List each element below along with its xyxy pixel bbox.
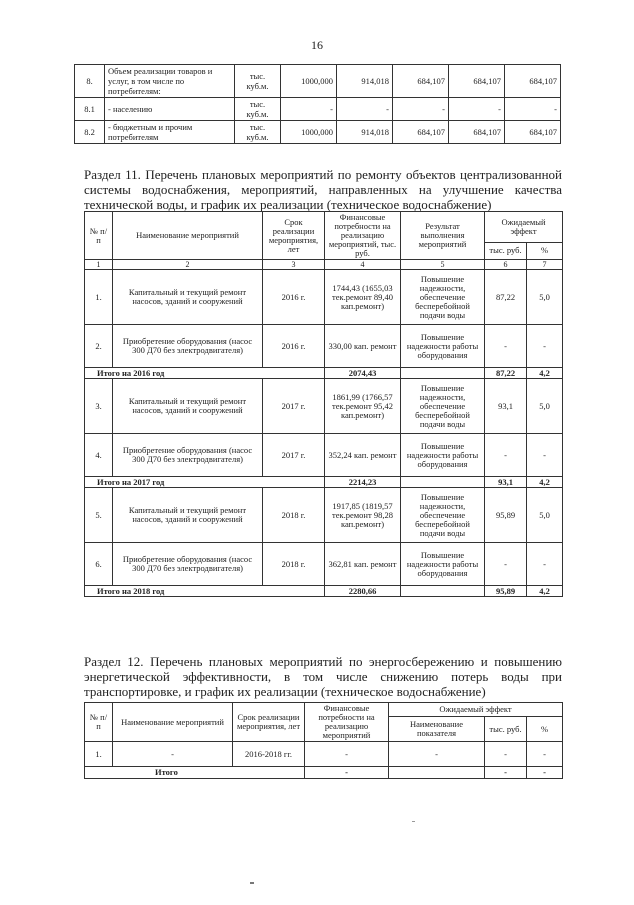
measure-name: Капитальный и текущий ремонт насосов, зданий и сооружений [113, 379, 263, 434]
effect-pct: - [527, 325, 563, 368]
measure-result: Повышение надежности работы оборудования [401, 543, 485, 586]
effect-rub: - [485, 325, 527, 368]
repair-plan-body [85, 270, 563, 597]
effect-pct: - [527, 543, 563, 586]
measure-finance: 330,00 кап. ремонт [325, 325, 401, 368]
row-number: 8.2 [75, 121, 105, 144]
empty-cell [401, 368, 485, 379]
measure-result: Повышение надежности, обеспечение бесперебойной подачи воды [401, 488, 485, 543]
unit-cell: тыс. куб.м. [235, 65, 281, 98]
energy-plan-body [85, 742, 563, 779]
total-effect-pct: - [527, 767, 563, 779]
value-cell: 1000,000 [281, 65, 337, 98]
measure-result: Повышение надежности работы оборудования [401, 434, 485, 477]
column-number: 6 [485, 260, 527, 270]
total-row [85, 368, 563, 379]
measure-name: Приобретение оборудования (насос 300 Д70 без электродвигателя) [113, 325, 263, 368]
volume-table-body [75, 65, 561, 144]
indicator-name: - населению [105, 98, 235, 121]
total-label: Итого [85, 767, 305, 779]
measure-result: Повышение надежности, обеспечение бесперебойной подачи воды [401, 270, 485, 325]
total-row [85, 767, 563, 779]
measure-name: Приобретение оборудования (насос 300 Д70 без электродвигателя) [113, 543, 263, 586]
row-number: 1. [85, 742, 113, 767]
empty-cell [401, 586, 485, 597]
column-number: 4 [325, 260, 401, 270]
measure-finance: 362,81 кап. ремонт [325, 543, 401, 586]
row-number: 4. [85, 434, 113, 477]
table-row [85, 270, 563, 325]
table-row [85, 742, 563, 767]
indicator-name: Объем реализации товаров и услуг, в том числе по потребителям: [105, 65, 235, 98]
empty-cell [401, 477, 485, 488]
row-number: 8. [75, 65, 105, 98]
measure-result: Повышение надежности работы оборудования [401, 325, 485, 368]
measure-term: 2016 г. [263, 270, 325, 325]
row-number: 3. [85, 379, 113, 434]
scan-speck [250, 882, 254, 884]
column-number: 1 [85, 260, 113, 270]
table-row [85, 488, 563, 543]
column-numbers-row [85, 260, 563, 270]
total-effect-pct: 4,2 [527, 368, 563, 379]
measure-finance: 1917,85 (1819,57 тек.ремонт 98,28 кап.ремонт) [325, 488, 401, 543]
total-effect-pct: 4,2 [527, 586, 563, 597]
scan-speck [412, 821, 415, 822]
total-row [85, 586, 563, 597]
indicator-name: - [389, 742, 485, 767]
col-effect-header: Ожидаемый эффект [485, 212, 563, 243]
total-effect-rub: 87,22 [485, 368, 527, 379]
row-number: 1. [85, 270, 113, 325]
column-number: 3 [263, 260, 325, 270]
total-label: Итого на 2017 год [85, 477, 325, 488]
row-number: 2. [85, 325, 113, 368]
col-indicator-header: Наименование показателя [389, 717, 485, 742]
effect-rub: - [485, 434, 527, 477]
total-finance: 2280,66 [325, 586, 401, 597]
table-row [85, 325, 563, 368]
column-number: 5 [401, 260, 485, 270]
table-row [85, 543, 563, 586]
value-cell: 914,018 [337, 65, 393, 98]
row-number: 6. [85, 543, 113, 586]
value-cell: 684,107 [449, 65, 505, 98]
col-rub-header: тыс. руб. [485, 717, 527, 742]
col-term-header: Срок реализации мероприятия, лет [233, 703, 305, 742]
column-number: 7 [527, 260, 563, 270]
table-row [85, 379, 563, 434]
value-cell: 1000,000 [281, 121, 337, 144]
value-cell: 684,107 [505, 65, 561, 98]
total-row [85, 477, 563, 488]
volume-table [74, 64, 561, 144]
effect-pct: 5,0 [527, 379, 563, 434]
section-11-title: Раздел 11. Перечень плановых мероприятий по ремонту объектов централизованной системы водоснабжения, мероприятий, направленных на улучшение качества технической воды, и график их реализации (техническое водоснабжение) [84, 167, 562, 212]
value-cell: 684,107 [505, 121, 561, 144]
column-number: 2 [113, 260, 263, 270]
measure-term: 2017 г. [263, 379, 325, 434]
value-cell: 684,107 [393, 65, 449, 98]
value-cell: - [281, 98, 337, 121]
col-name-header: Наименование мероприятий [113, 703, 233, 742]
col-num-header: № п/п [85, 703, 113, 742]
measure-finance: 1744,43 (1655,03 тек.ремонт 89,40 кап.ремонт) [325, 270, 401, 325]
table-row [75, 121, 561, 144]
table-row [75, 98, 561, 121]
effect-pct: 5,0 [527, 488, 563, 543]
energy-plan-table [84, 702, 563, 779]
row-number: 5. [85, 488, 113, 543]
col-finance-header: Финансовые потребности на реализацию мероприятий [305, 703, 389, 742]
repair-plan-table [84, 211, 563, 597]
col-effect-rub-header: тыс. руб. [485, 242, 527, 259]
value-cell: - [449, 98, 505, 121]
total-effect-pct: 4,2 [527, 477, 563, 488]
col-finance-header: Финансовые потребности на реализацию мероприятий, тыс. руб. [325, 212, 401, 260]
effect-rub: 95,89 [485, 488, 527, 543]
total-finance: - [305, 767, 389, 779]
measure-term: 2018 г. [263, 488, 325, 543]
measure-name: - [113, 742, 233, 767]
unit-cell: тыс. куб.м. [235, 121, 281, 144]
indicator-name: - бюджетным и прочим потребителям [105, 121, 235, 144]
measure-finance: 352,24 кап. ремонт [325, 434, 401, 477]
measure-term: 2018 г. [263, 543, 325, 586]
row-number: 8.1 [75, 98, 105, 121]
value-cell: 914,018 [337, 121, 393, 144]
col-term-header: Срок реализации мероприятия, лет [263, 212, 325, 260]
empty-cell [389, 767, 485, 779]
total-effect-rub: 93,1 [485, 477, 527, 488]
measure-term: 2016-2018 гг. [233, 742, 305, 767]
total-finance: 2074,43 [325, 368, 401, 379]
value-cell: - [393, 98, 449, 121]
total-effect-rub: 95,89 [485, 586, 527, 597]
value-cell: 684,107 [449, 121, 505, 144]
effect-rub: - [485, 543, 527, 586]
effect-pct: - [527, 742, 563, 767]
total-label: Итого на 2018 год [85, 586, 325, 597]
value-cell: 684,107 [393, 121, 449, 144]
total-finance: 2214,23 [325, 477, 401, 488]
effect-pct: - [527, 434, 563, 477]
measure-name: Капитальный и текущий ремонт насосов, зданий и сооружений [113, 488, 263, 543]
total-effect-rub: - [485, 767, 527, 779]
effect-rub: 93,1 [485, 379, 527, 434]
col-num-header: № п/п [85, 212, 113, 260]
value-cell: - [337, 98, 393, 121]
total-label: Итого на 2016 год [85, 368, 325, 379]
measure-result: Повышение надежности, обеспечение бесперебойной подачи воды [401, 379, 485, 434]
table-row [75, 65, 561, 98]
measure-finance: 1861,99 (1766,57 тек.ремонт 95,42 кап.ремонт) [325, 379, 401, 434]
measure-term: 2016 г. [263, 325, 325, 368]
effect-pct: 5,0 [527, 270, 563, 325]
col-name-header: Наименование мероприятий [113, 212, 263, 260]
col-effect-header: Ожидаемый эффект [389, 703, 563, 717]
section-12-title: Раздел 12. Перечень плановых мероприятий по энергосбережению и повышению энергетической эффективности, в том числе снижению потерь воды при транспортировке, и график их реализации (техническое водоснабжение) [84, 654, 562, 699]
table-row [85, 434, 563, 477]
measure-name: Капитальный и текущий ремонт насосов, зданий и сооружений [113, 270, 263, 325]
page-number: 16 [311, 38, 323, 52]
value-cell: - [505, 98, 561, 121]
col-effect-pct-header: % [527, 242, 563, 259]
measure-name: Приобретение оборудования (насос 300 Д70 без электродвигателя) [113, 434, 263, 477]
col-result-header: Результат выполнения мероприятий [401, 212, 485, 260]
effect-rub: 87,22 [485, 270, 527, 325]
col-pct-header: % [527, 717, 563, 742]
measure-term: 2017 г. [263, 434, 325, 477]
measure-finance: - [305, 742, 389, 767]
effect-rub: - [485, 742, 527, 767]
unit-cell: тыс. куб.м. [235, 98, 281, 121]
